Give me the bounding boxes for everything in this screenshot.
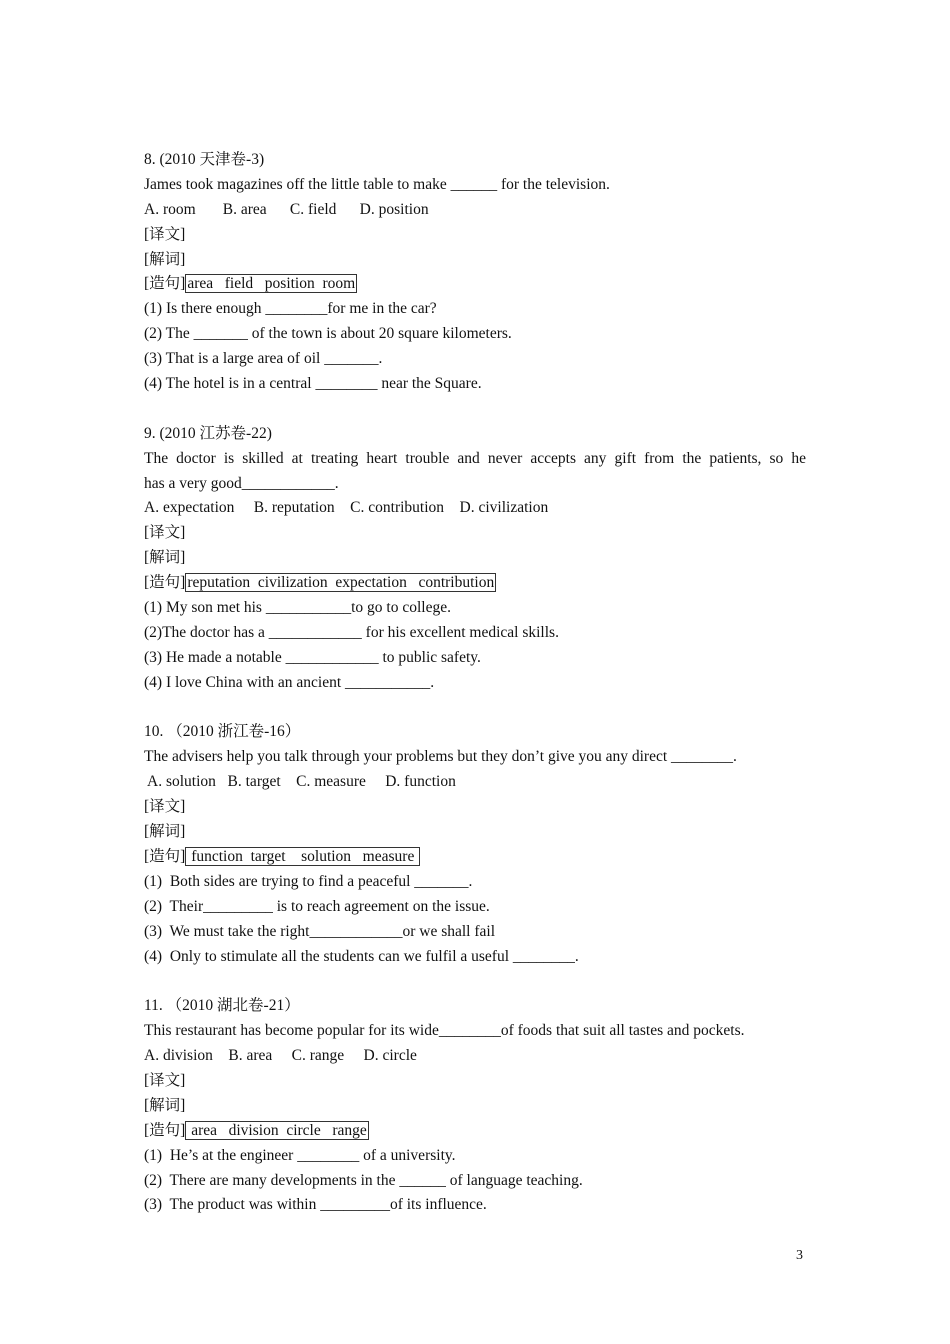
translation-label: [译文]	[144, 1071, 186, 1089]
practice-sentence: (1) Both sides are trying to find a peaceful _______.	[144, 872, 473, 890]
vocab-label: [解词]	[144, 549, 186, 567]
sentence-label: [造句]	[144, 847, 186, 865]
question-9	[144, 422, 806, 696]
translation-label: [译文]	[144, 798, 186, 816]
vocab-label: [解词]	[144, 823, 186, 841]
question-stem: The doctor is skilled at treating heart trouble and never accepts any gift from the patients, so he	[144, 449, 806, 467]
sentence-row	[144, 571, 806, 596]
practice-sentence: (4) Only to stimulate all the students can we fulfil a useful ________.	[144, 947, 579, 965]
word-box: area division circle range	[187, 1121, 367, 1139]
question-11	[144, 994, 806, 1218]
practice-sentence: (2) Their_________ is to reach agreement on the issue.	[144, 897, 490, 915]
practice-sentence: (1) My son met his ___________to go to college.	[144, 599, 451, 617]
sentence-row	[144, 1119, 806, 1144]
word-box: area field position room	[187, 275, 356, 293]
question-stem: This restaurant has become popular for its wide________of foods that suit all tastes and pockets.	[144, 1022, 745, 1040]
practice-sentence: (3) We must take the right____________or we shall fail	[144, 922, 496, 940]
sentence-row	[144, 845, 806, 870]
translation-label: [译文]	[144, 225, 186, 243]
practice-sentence: (1) Is there enough ________for me in the car?	[144, 300, 437, 318]
question-stem: James took magazines off the little table to make ______ for the television.	[144, 175, 610, 193]
question-header: 10. （2010 浙江卷-16）	[144, 723, 301, 741]
vocab-label: [解词]	[144, 1096, 186, 1114]
practice-sentence: (2)The doctor has a ____________ for his excellent medical skills.	[144, 623, 559, 641]
answer-options: A. solution B. target C. measure D. function	[144, 773, 456, 791]
sentence-label: [造句]	[144, 1121, 186, 1139]
sentence-label: [造句]	[144, 574, 186, 592]
translation-label: [译文]	[144, 524, 186, 542]
word-box: reputation civilization expectation contribution	[187, 574, 495, 592]
sentence-row	[144, 272, 806, 297]
question-stem-continued: has a very good____________.	[144, 474, 339, 492]
answer-options: A. room B. area C. field D. position	[144, 200, 429, 218]
spacer	[144, 696, 806, 721]
vocab-label: [解词]	[144, 250, 186, 268]
practice-sentence: (3) He made a notable ____________ to public safety.	[144, 648, 481, 666]
practice-sentence: (3) The product was within _________of its influence.	[144, 1196, 487, 1214]
answer-options: A. expectation B. reputation C. contribution D. civilization	[144, 499, 549, 517]
spacer	[144, 397, 806, 422]
question-header: 9. (2010 江苏卷-22)	[144, 424, 272, 442]
question-10	[144, 720, 806, 969]
practice-sentence: (4) The hotel is in a central ________ near the Square.	[144, 375, 482, 393]
question-stem: The advisers help you talk through your problems but they don’t give you any direct ________.	[144, 748, 737, 766]
word-box: function target solution measure	[187, 847, 419, 865]
practice-sentence: (1) He’s at the engineer ________ of a university.	[144, 1146, 456, 1164]
practice-sentence: (4) I love China with an ancient ___________.	[144, 673, 435, 691]
practice-sentence: (3) That is a large area of oil _______.	[144, 350, 383, 368]
question-8	[144, 148, 806, 397]
spacer	[144, 969, 806, 994]
question-header: 11. （2010 湖北卷-21）	[144, 997, 300, 1015]
sentence-label: [造句]	[144, 275, 186, 293]
practice-sentence: (2) There are many developments in the ______ of language teaching.	[144, 1171, 583, 1189]
page-number: 3	[796, 1248, 803, 1263]
question-header: 8. (2010 天津卷-3)	[144, 151, 265, 168]
document-body	[144, 148, 806, 1218]
answer-options: A. division B. area C. range D. circle	[144, 1047, 417, 1065]
practice-sentence: (2) The _______ of the town is about 20 square kilometers.	[144, 325, 512, 343]
